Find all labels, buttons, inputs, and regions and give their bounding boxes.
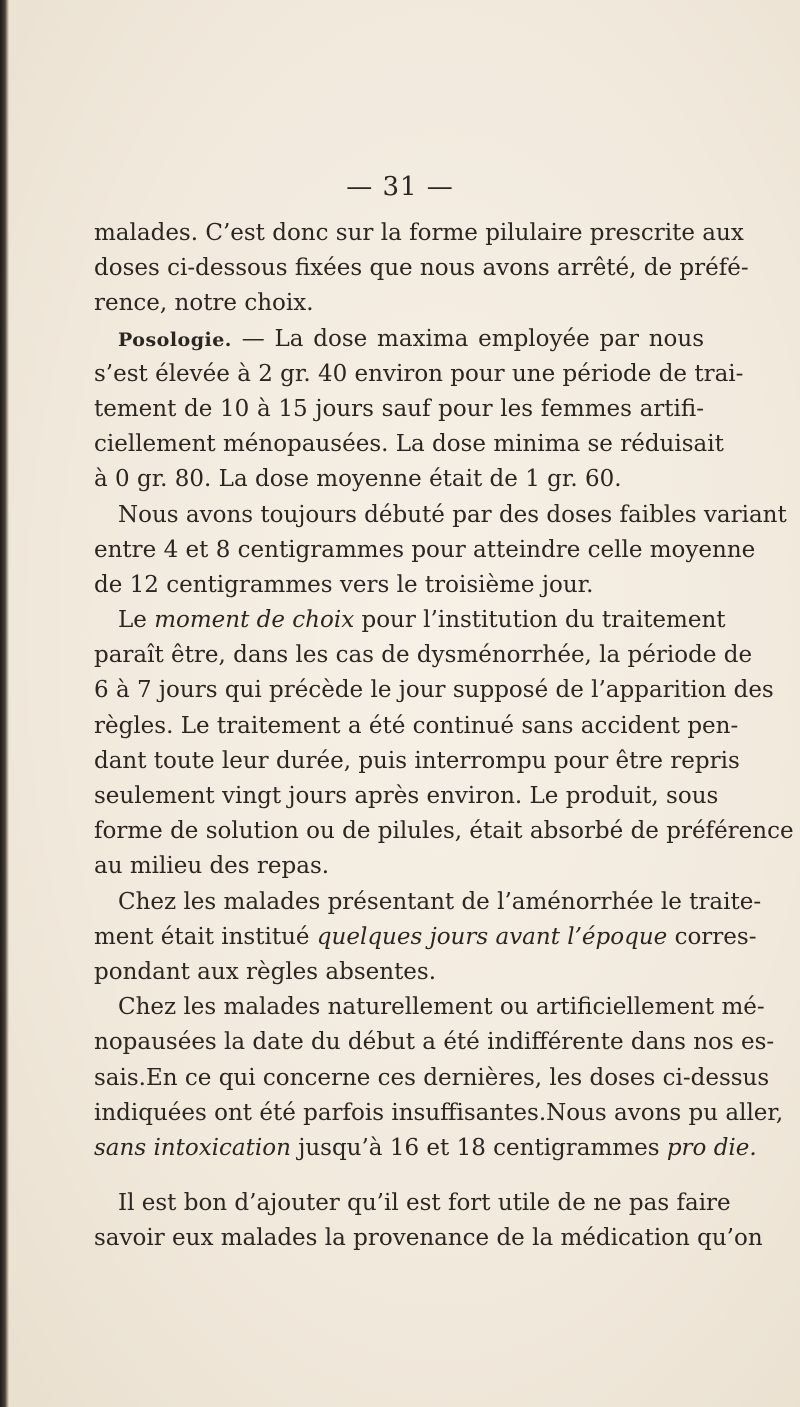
text-line: s’est élevée à 2 gr. 40 environ pour une période de trai- <box>94 360 744 387</box>
text-run: ment était institué <box>94 923 317 950</box>
text-line <box>94 322 704 357</box>
text-line: rence, notre choix. <box>94 290 314 317</box>
text-line: indiquées ont été parfois insuffisantes.Nous avons pu aller, <box>94 1099 784 1126</box>
section-heading-posologie: Posologie. <box>118 328 232 351</box>
text-line: règles. Le traitement a été continué sans accident pen- <box>94 712 739 739</box>
text-run: Le <box>118 607 155 634</box>
paragraph-gap <box>94 1166 704 1186</box>
text-run: jusqu’à 16 et 18 centigrammes <box>290 1134 667 1161</box>
page-number: — 31 — <box>346 172 454 202</box>
italic-phrase: pro die. <box>666 1134 757 1161</box>
body-text <box>94 216 794 1256</box>
text-run: corres- <box>667 923 757 950</box>
text-line: Il est bon d’ajouter qu’il est fort utile de ne pas faire <box>118 1190 731 1217</box>
text-line <box>94 603 726 638</box>
text-line: ciellement ménopausées. La dose minima se réduisait <box>94 431 724 458</box>
italic-phrase: quelques jours avant l’époque <box>316 923 668 950</box>
text-line: dant toute leur durée, puis interrompu pour être repris <box>94 747 740 774</box>
text-line: doses ci-dessous fixées que nous avons arrêté, de préfé- <box>94 255 749 282</box>
text-line: Chez les malades présentant de l’aménorrhée le traite- <box>118 888 762 915</box>
text-line: Chez les malades naturellement ou artificiellement mé- <box>118 994 765 1021</box>
text-line: Nous avons toujours débuté par des doses faibles variant <box>118 501 787 528</box>
text-line: malades. C’est donc sur la forme pilulaire prescrite aux <box>94 220 744 246</box>
text-line: de 12 centigrammes vers le troisième jour. <box>94 571 594 598</box>
text-line: paraît être, dans les cas de dysménorrhée, la période de <box>94 642 753 669</box>
text-line <box>94 920 757 955</box>
text-run: — La dose maxima employée par nous <box>231 325 704 352</box>
page-binding-edge <box>0 0 9 1407</box>
text-line: nopausées la date du début a été indifférente dans nos es- <box>94 1029 775 1056</box>
italic-phrase: moment de choix <box>154 607 355 634</box>
text-line: pondant aux règles absentes. <box>94 958 437 985</box>
text-line: 6 à 7 jours qui précède le jour supposé de l’apparition des <box>94 677 774 704</box>
text-line: au milieu des repas. <box>94 853 330 880</box>
text-line: tement de 10 à 15 jours sauf pour les femmes artifi- <box>94 395 704 422</box>
text-line: entre 4 et 8 centigrammes pour atteindre celle moyenne <box>94 536 756 563</box>
text-line <box>94 1131 757 1166</box>
text-line: seulement vingt jours après environ. Le produit, sous <box>94 783 719 809</box>
italic-phrase: sans intoxication <box>94 1134 291 1161</box>
text-line: savoir eux malades la provenance de la médication qu’on <box>94 1225 763 1252</box>
text-line: forme de solution ou de pilules, était absorbé de préférence <box>94 818 794 845</box>
text-line: sais.En ce qui concerne ces dernières, les doses ci-dessus <box>94 1064 770 1091</box>
text-run: pour l’institution du traitement <box>354 607 726 634</box>
text-line: à 0 gr. 80. La dose moyenne était de 1 gr. 60. <box>94 466 622 493</box>
